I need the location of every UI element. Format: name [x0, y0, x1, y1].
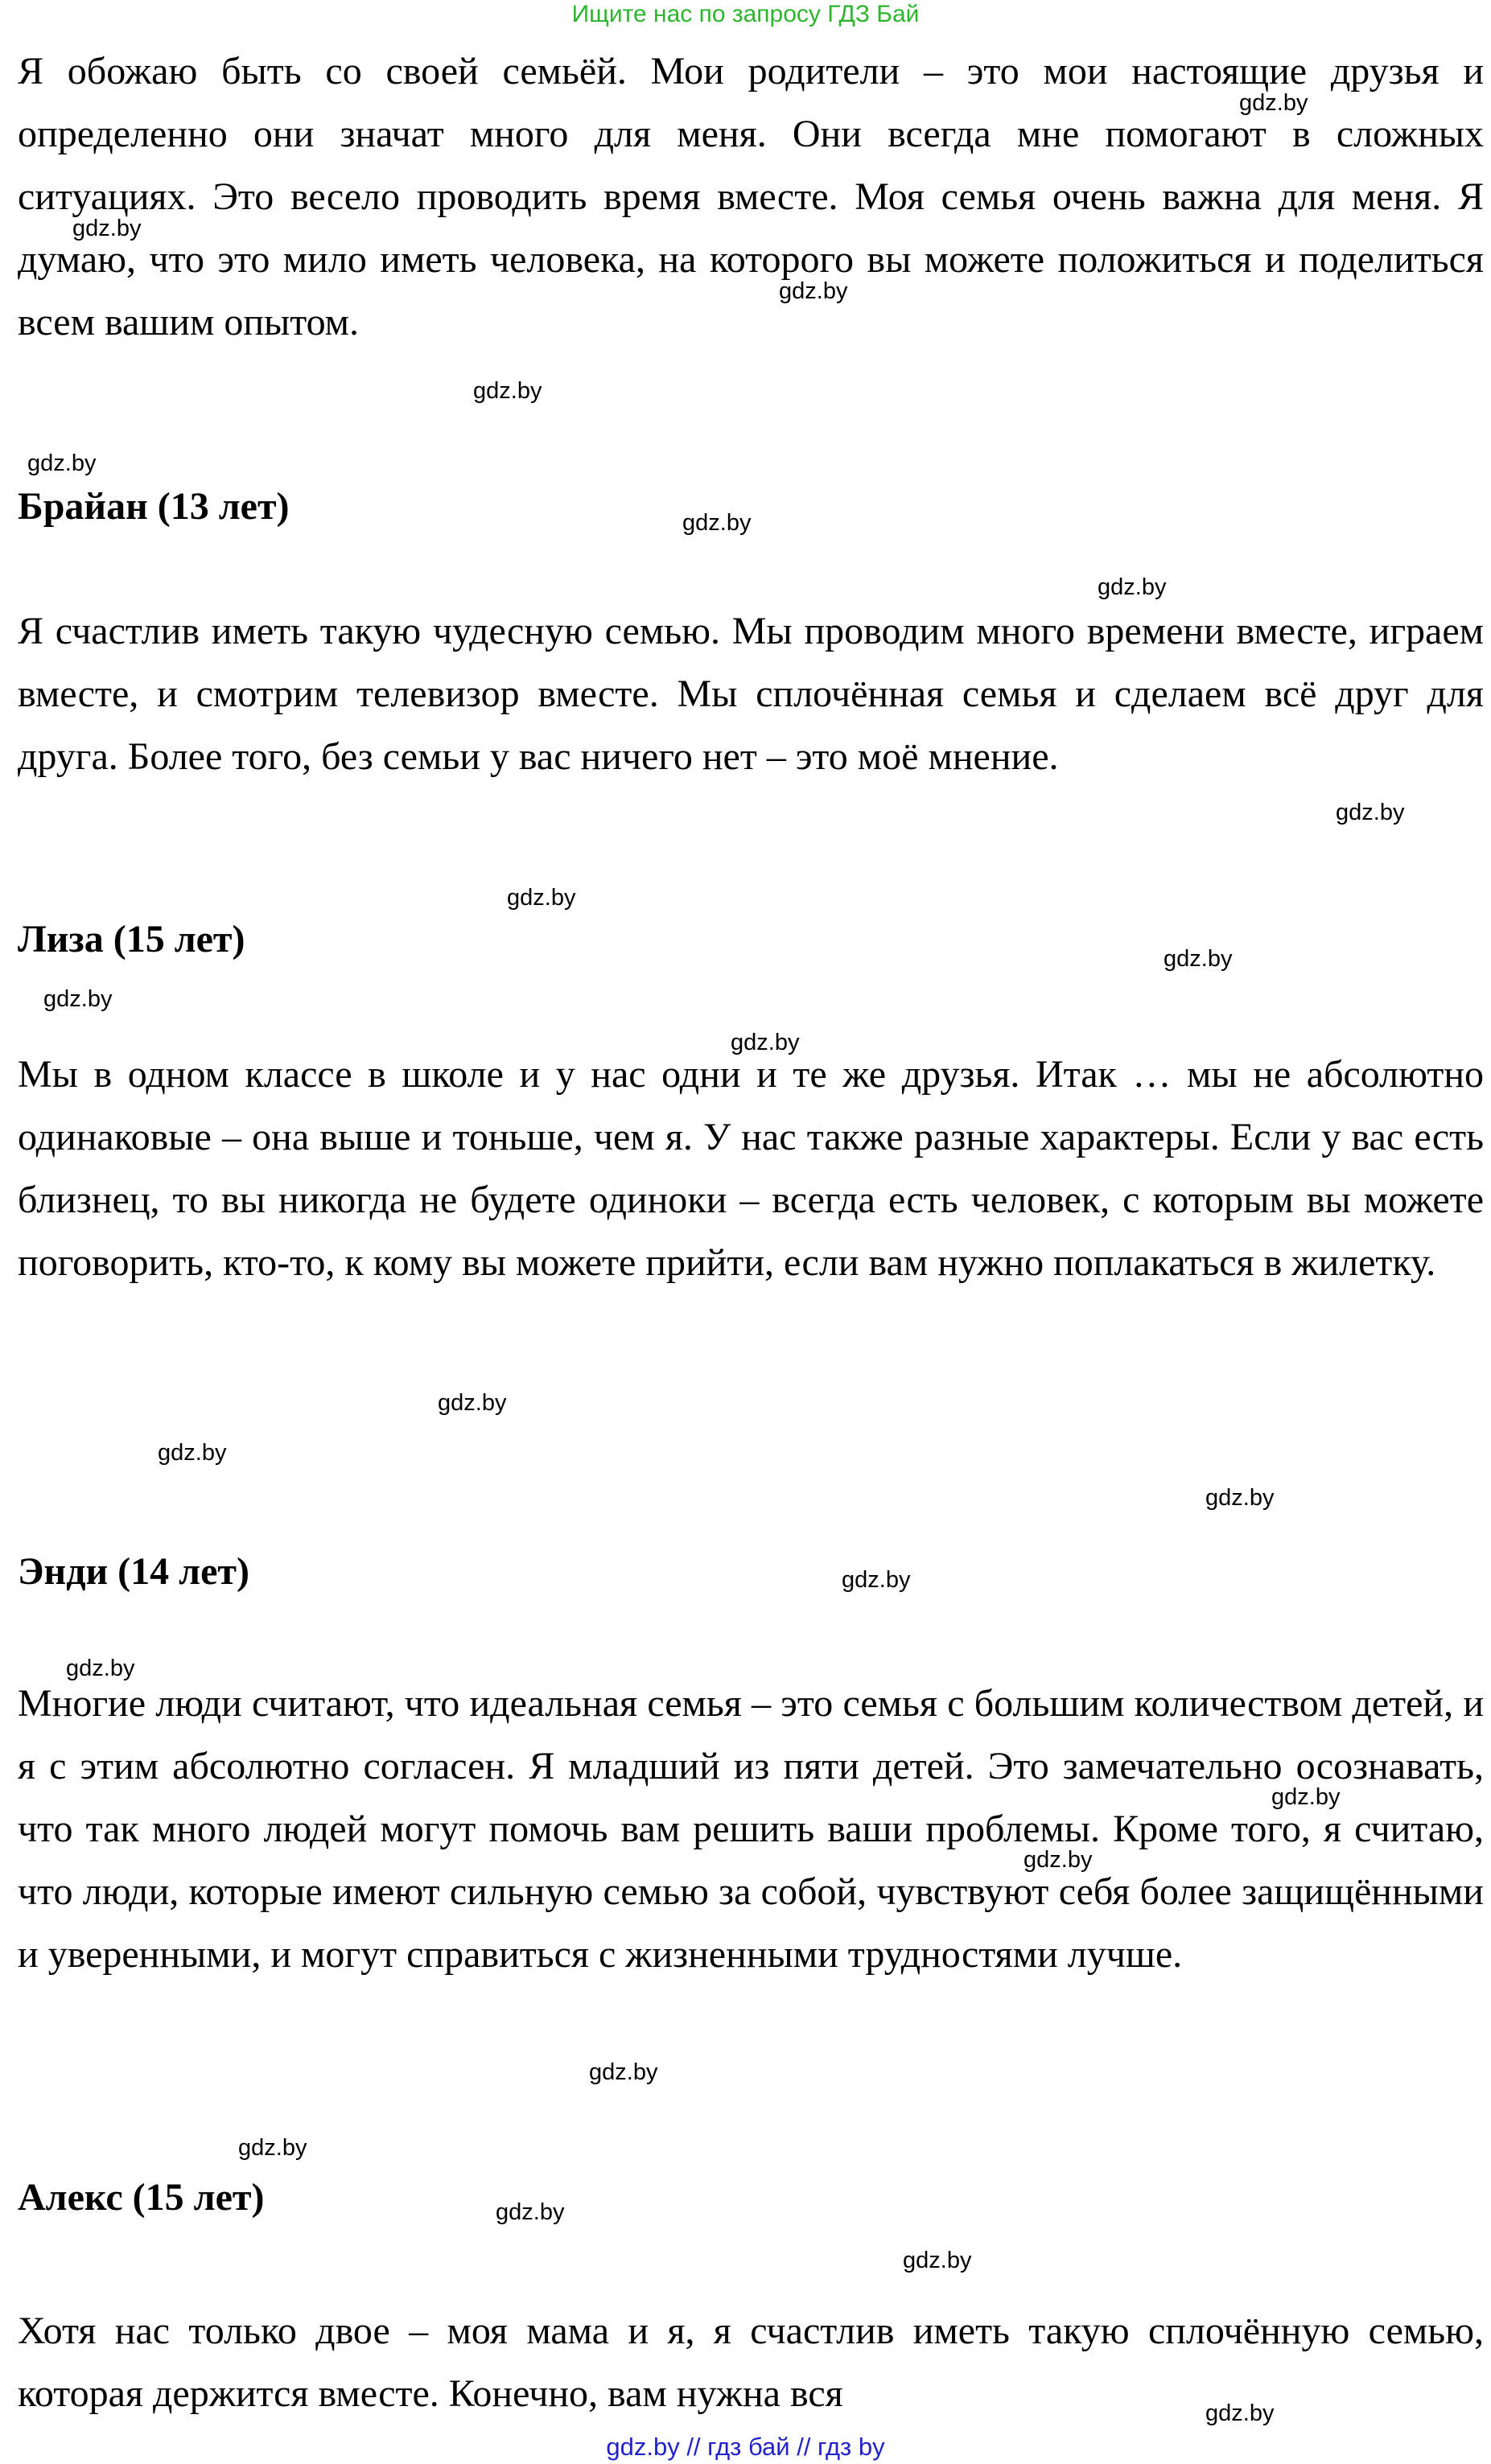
watermark: gdz.by — [842, 1567, 911, 1593]
paragraph-andy: Многие люди считают, что идеальная семья – это семья с большим количеством детей, и я с этим абсолютно согласен. Я младший из пяти детей. Это замечательно осознавать, что так много людей могут помочь вам решить ваши проблемы. Кроме того, я считаю, что люди, которые имеют сильную семью за собой, чувствуют себя более защищёнными и уверенными, и могут справиться с жизненными трудностями лучше. — [18, 1682, 1484, 1976]
heading-liza: Лиза (15 лет) — [18, 918, 245, 961]
watermark: gdz.by — [158, 1440, 227, 1466]
watermark: gdz.by — [779, 278, 848, 304]
watermark: gdz.by — [473, 378, 542, 404]
paragraph-alex: Хотя нас только двое – моя мама и я, я счастлив иметь такую сплочённую семью, которая держится вместе. Конечно, вам нужна вся — [18, 2310, 1484, 2415]
watermark: gdz.by — [731, 1030, 800, 1055]
watermark: gdz.by — [589, 2059, 658, 2085]
watermark: gdz.by — [1336, 800, 1405, 825]
watermark: gdz.by — [1271, 1784, 1341, 1810]
watermark: gdz.by — [72, 216, 142, 241]
top-banner: Ищите нас по запросу ГДЗ Бай — [571, 1, 920, 27]
watermark: gdz.by — [1205, 1485, 1275, 1511]
footer-links: gdz.by // гдз бай // гдз by — [606, 2433, 885, 2461]
watermark: gdz.by — [1205, 2400, 1275, 2426]
watermark: gdz.by — [1239, 90, 1308, 116]
watermark: gdz.by — [507, 885, 576, 911]
paragraph-brian: Я счастлив иметь такую чудесную семью. Мы проводим много времени вместе, играем вместе, и смотрим телевизор вместе. Мы сплочённая семья и сделаем всё друг для друга. Более того, без семьи у вас ничего нет – это моё мнение. — [18, 610, 1484, 778]
watermark: gdz.by — [66, 1656, 135, 1681]
paragraph-intro: Я обожаю быть со своей семьёй. Мои родители – это мои настоящие друзья и определенно они значат много для меня. Они всегда мне помогают в сложных ситуациях. Это весело проводить время вместе. Моя семья очень важна для меня. Я думаю, что это мило иметь человека, на которого вы можете положиться и поделиться всем вашим опытом. — [18, 50, 1484, 343]
watermark: gdz.by — [1024, 1847, 1093, 1873]
watermark: gdz.by — [438, 1390, 507, 1416]
heading-alex: Алекс (15 лет) — [18, 2176, 265, 2219]
watermark: gdz.by — [496, 2199, 565, 2225]
watermark: gdz.by — [903, 2248, 972, 2273]
heading-brian: Брайан (13 лет) — [18, 485, 290, 528]
paragraph-liza: Мы в одном классе в школе и у нас одни и те же друзья. Итак … мы не абсолютно одинаковые – она выше и тоньше, чем я. У нас также разные характеры. Если у вас есть близнец, то вы никогда не будете одиноки – всегда есть человек, с которым вы можете поговорить, кто-то, к кому вы можете прийти, если вам нужно поплакаться в жилетку. — [18, 1053, 1484, 1284]
watermark: gdz.by — [27, 450, 97, 476]
watermark: gdz.by — [238, 2135, 307, 2161]
watermark: gdz.by — [43, 986, 113, 1012]
watermark: gdz.by — [682, 510, 752, 536]
heading-andy: Энди (14 лет) — [18, 1550, 249, 1593]
watermark: gdz.by — [1098, 574, 1167, 600]
watermark: gdz.by — [1164, 946, 1233, 972]
